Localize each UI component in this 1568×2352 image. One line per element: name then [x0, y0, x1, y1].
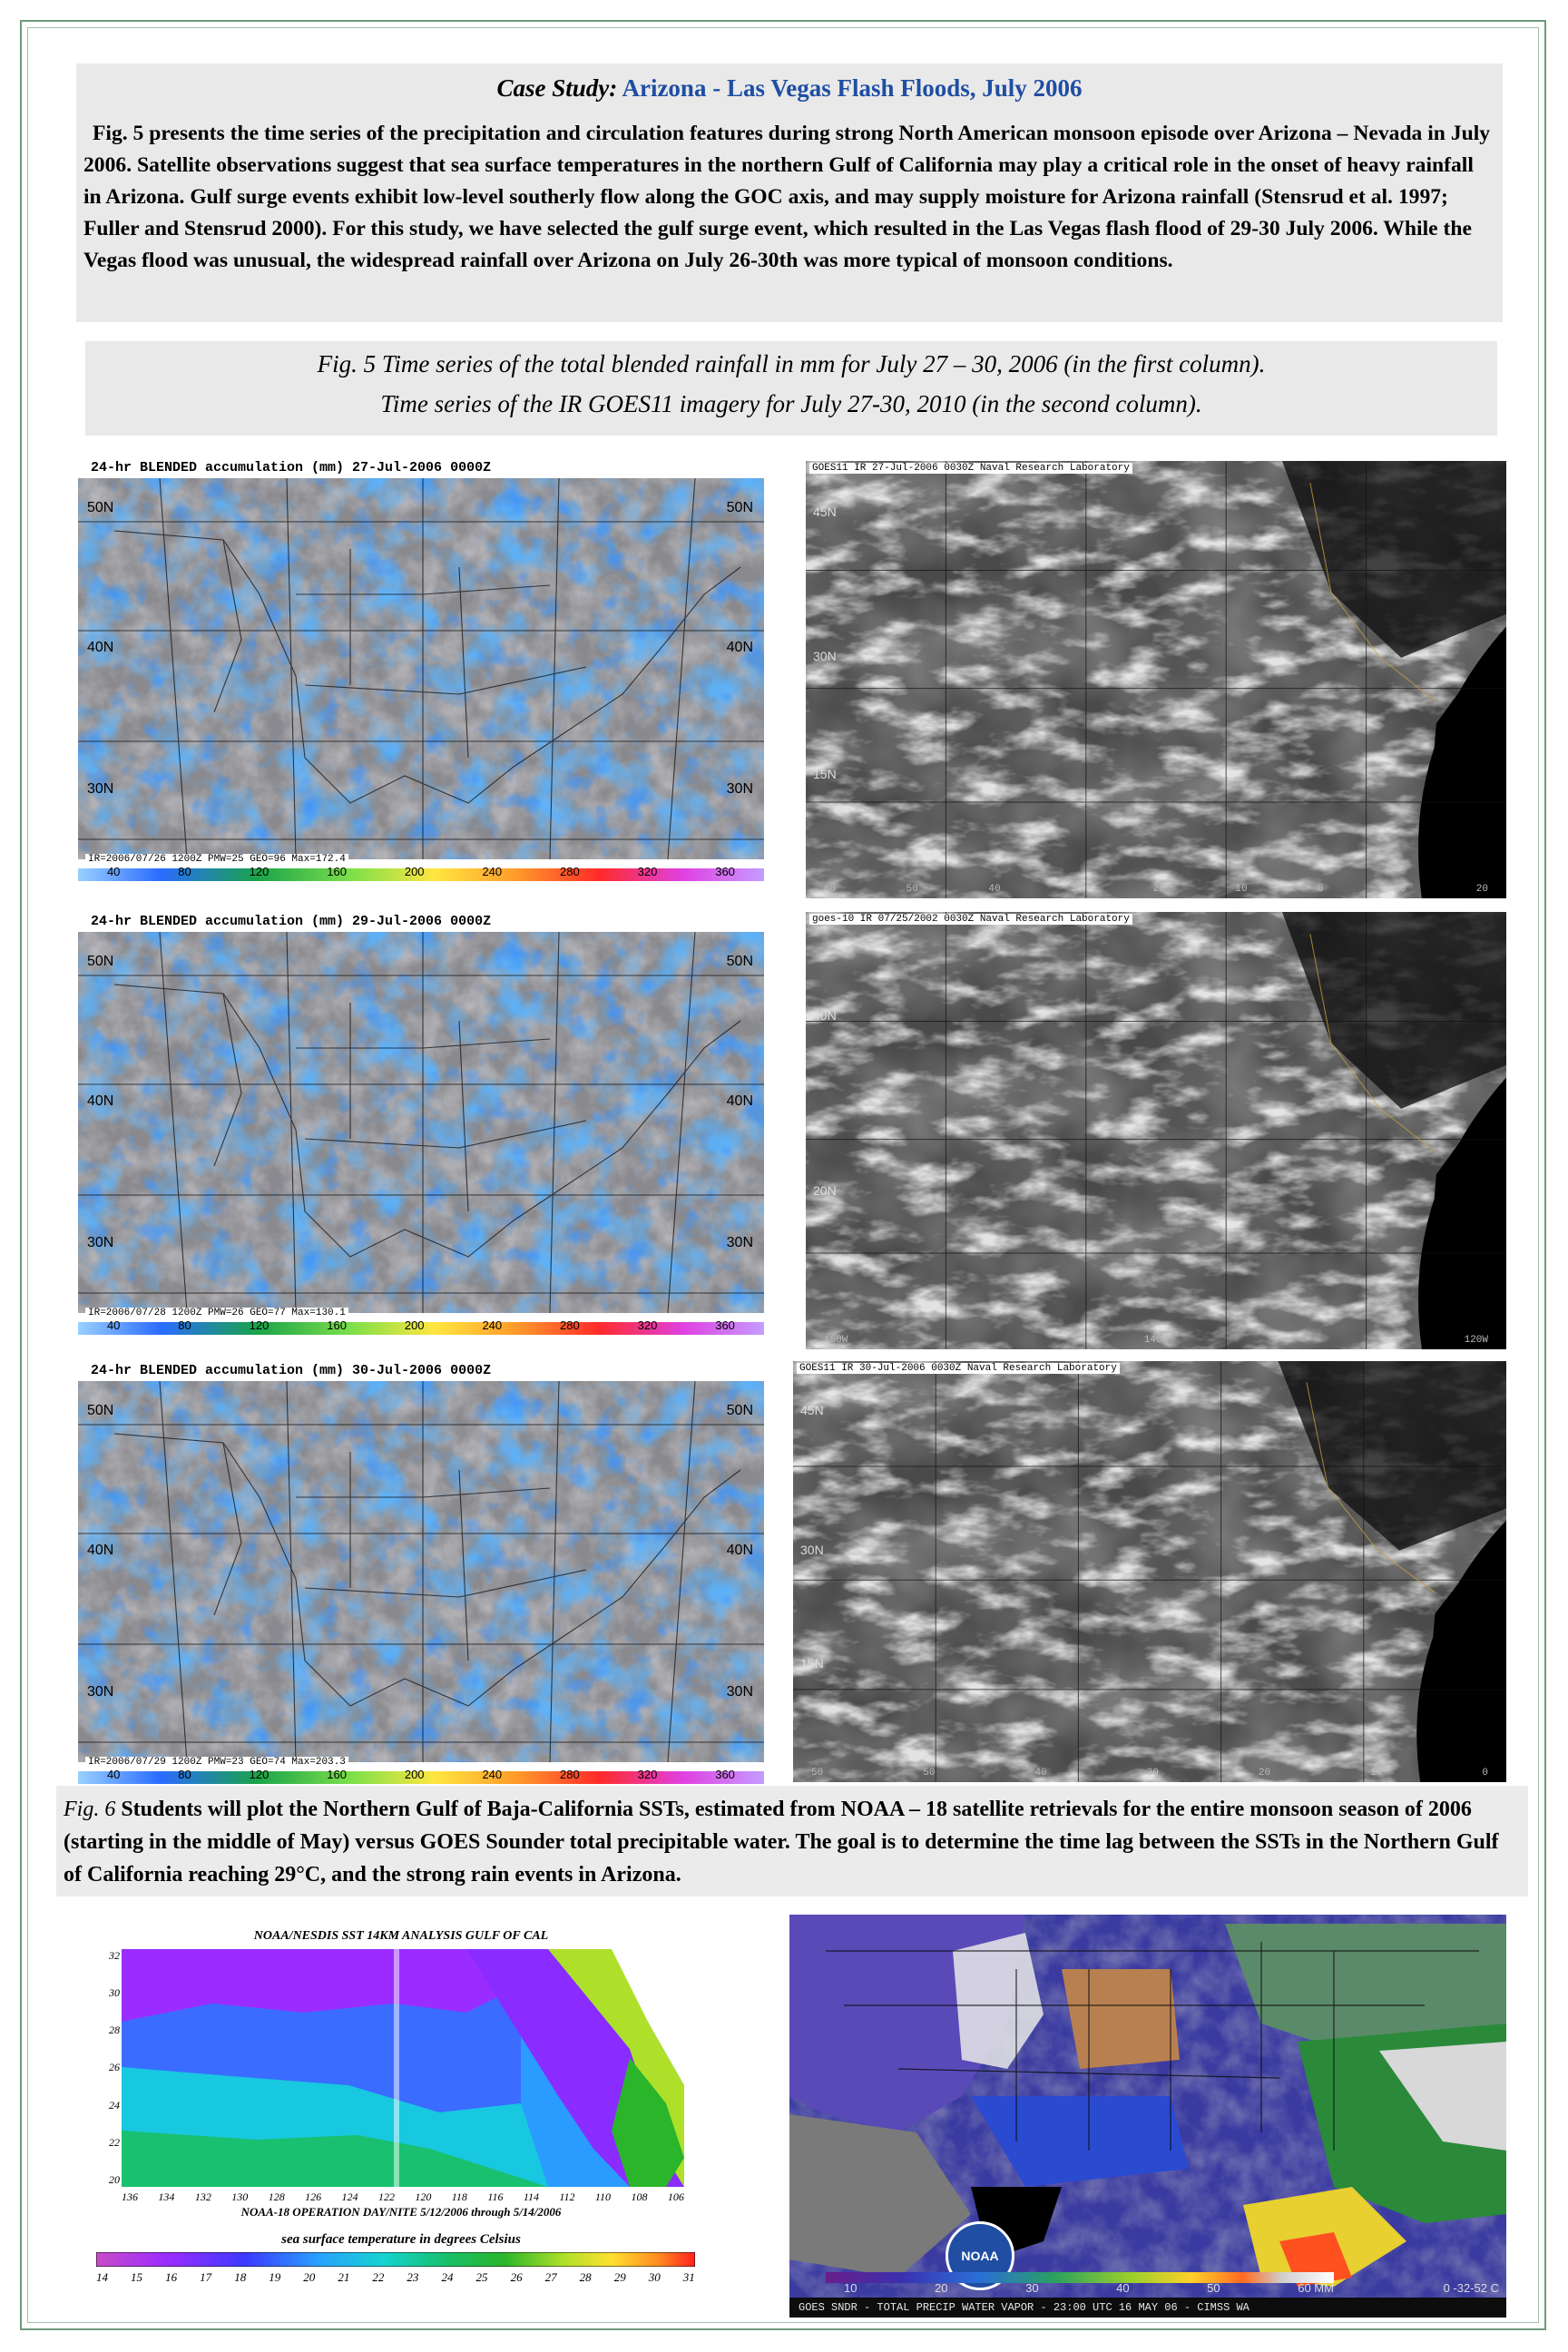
- lat-label: 15N: [813, 767, 837, 781]
- rain-map-stats: IR=2006/07/26 1200Z PMW=25 GEO=96 Max=172.4: [85, 854, 348, 865]
- sst-scale-label: 27: [544, 2270, 557, 2284]
- rain-map-title: 24-hr BLENDED accumulation (mm) 27-Jul-2006 0000Z: [85, 460, 496, 475]
- sst-x-tick: 136: [122, 2190, 138, 2203]
- rain-scale-label: 40: [106, 1768, 121, 1781]
- rain-map-stats: IR=2006/07/28 1200Z PMW=26 GEO=77 Max=130.1: [85, 1308, 348, 1318]
- rain-scale-label: 80: [178, 1768, 191, 1781]
- rain-map-stats: IR=2006/07/29 1200Z PMW=23 GEO=74 Max=203.3: [85, 1757, 348, 1768]
- lat-label: 40N: [726, 1543, 753, 1558]
- rain-scale-label: 240: [482, 1318, 503, 1332]
- sst-x-tick: 128: [268, 2190, 285, 2203]
- lon-tick: 20: [1258, 1768, 1271, 1779]
- sst-x-tick: 112: [559, 2190, 575, 2203]
- ir-satellite-image-1: [806, 461, 1506, 898]
- fig5-caption-box: [85, 341, 1497, 436]
- lon-tick: 50: [923, 1768, 936, 1779]
- case-study-lead: Case Study:: [496, 74, 618, 102]
- rain-scale-label: 120: [249, 865, 270, 878]
- lat-label: 30N: [726, 1684, 753, 1700]
- sst-y-tick: 22: [109, 2135, 120, 2149]
- lon-tick: 20: [1475, 884, 1488, 895]
- lat-label: 40N: [87, 1093, 114, 1109]
- rain-scale-label: 200: [404, 865, 425, 878]
- sst-scale-label: 20: [303, 2270, 316, 2284]
- ir-lon-ticks: [811, 1768, 1488, 1779]
- rain-map-field: [78, 458, 764, 892]
- precip-water-field: [789, 1915, 1506, 2318]
- rain-scale-label: 360: [715, 1768, 735, 1781]
- sst-subtitle: NOAA-18 OPERATION DAY/NITE 5/12/2006 through 5/14/2006: [240, 2205, 562, 2219]
- lat-label: 50N: [87, 1403, 114, 1418]
- precip-water-map: [789, 1915, 1506, 2318]
- sst-scale-label: 16: [165, 2270, 178, 2284]
- case-study-body: Fig. 5 presents the time series of the precipitation and circulation features during strong North American monsoon episode over Arizona – Nevada in July 2006. Satellite observations suggest that sea surface temperatures in the northern Gulf of California may play a critical role in the onset of heavy rainfall in Arizona. Gulf surge events exhibit low-level southerly flow along the GOC axis, and may supply moisture for Arizona rainfall (Stensrud et al. 1997; Fuller and Stensrud 2000). For this study, we have selected the gulf surge event, which resulted in the Las Vegas flash flood of 29-30 July 2006. While the Vegas flood was unusual, the widespread rainfall over Arizona on July 26-30th was more typical of monsoon conditions.: [83, 122, 1491, 272]
- ir-image-title: GOES11 IR 27-Jul-2006 0030Z Naval Research Laboratory: [809, 463, 1132, 474]
- precip-water-footer: GOES SNDR - TOTAL PRECIP WATER VAPOR - 23:00 UTC 16 MAY 06 - CIMSS WA: [789, 2298, 1506, 2318]
- lon-tick: 0: [1318, 884, 1324, 895]
- sst-scale-label: 24: [441, 2270, 454, 2284]
- rain-scale-label: 360: [715, 865, 735, 878]
- rain-scale-labels: [78, 1768, 764, 1781]
- ir-lon-ticks: [824, 884, 1488, 895]
- rain-scale-label: 280: [560, 1318, 580, 1332]
- lat-label: 40N: [87, 1543, 114, 1558]
- sst-scale-label: 14: [96, 2270, 108, 2284]
- lon-tick: 120W: [1464, 1335, 1488, 1346]
- lon-tick: 10: [1235, 884, 1248, 895]
- lat-label: 50N: [87, 954, 114, 969]
- sst-x-tick: 126: [305, 2190, 322, 2203]
- rain-scale-label: 160: [327, 1318, 347, 1332]
- fig6-text: Students will plot the Northern Gulf of Baja-California SSTs, estimated from NOAA – 18 satellite retrievals for the entire monsoon season of 2006 (starting in the middle of May) versus GOES Sounder total precipitable water. The goal is to determine the time lag between the SSTs in the Northern Gulf of California reaching 29°C, and the strong rain events in Arizona.: [64, 1798, 1499, 1886]
- rain-scale-label: 320: [637, 1768, 658, 1781]
- sst-scale-label: 25: [475, 2270, 488, 2284]
- sst-scale-title: sea surface temperature in degrees Celsius: [281, 2232, 521, 2247]
- sst-title: NOAA/NESDIS SST 14KM ANALYSIS GULF OF CAL: [253, 1929, 549, 1943]
- sst-y-tick: 26: [109, 2061, 120, 2074]
- precip-water-scale-label: 10: [844, 2281, 858, 2295]
- rain-scale-label: 240: [482, 865, 503, 878]
- lat-label: 40N: [87, 640, 114, 655]
- lat-label: 50N: [726, 500, 753, 515]
- case-study-box: [76, 64, 1503, 322]
- sst-scale-label: 26: [510, 2270, 523, 2284]
- sst-scale-labels: [96, 2270, 695, 2285]
- lat-label: 30N: [726, 1235, 753, 1250]
- sst-scale-label: 18: [234, 2270, 247, 2284]
- sst-x-tick: 134: [158, 2190, 175, 2203]
- ir-image-field: [793, 1361, 1506, 1782]
- rain-scale-label: 80: [178, 865, 191, 878]
- lon-tick: 0: [1482, 1768, 1488, 1779]
- sst-x-tick: 122: [377, 2190, 395, 2203]
- lat-label: 30N: [87, 1684, 114, 1700]
- precip-water-scale-label: 20: [935, 2281, 948, 2295]
- lat-label: 40N: [726, 1093, 753, 1109]
- fig6-caption: [64, 1793, 1510, 1891]
- rain-scale-label: 360: [715, 1318, 735, 1332]
- rain-scale-label: 280: [560, 1768, 580, 1781]
- fig6-label: Fig. 6: [64, 1798, 116, 1821]
- lon-tick: 60: [824, 884, 837, 895]
- rain-map-2: [78, 912, 764, 1346]
- ir-image-field: [806, 461, 1506, 898]
- sst-x-tick: 114: [523, 2190, 539, 2203]
- lon-tick: 140W: [1143, 1335, 1169, 1346]
- rain-scale-label: 120: [249, 1768, 270, 1781]
- fig5-caption-line1: Fig. 5 Time series of the total blended rainfall in mm for July 27 – 30, 2006 (in the first column).: [317, 350, 1266, 377]
- rain-map-3: [78, 1361, 764, 1795]
- precip-water-scale-label: 40: [1116, 2281, 1130, 2295]
- lat-label: 30N: [800, 1543, 824, 1557]
- rain-scale-labels: [78, 865, 764, 878]
- rain-scale-label: 320: [637, 1318, 658, 1332]
- lat-label: 45N: [813, 505, 837, 519]
- lon-tick: 20: [1152, 884, 1165, 895]
- rain-scale-label: 280: [560, 865, 580, 878]
- lon-tick: 50: [906, 884, 918, 895]
- sst-analysis-chart: [56, 1924, 746, 2305]
- ir-image-title: GOES11 IR 30-Jul-2006 0030Z Naval Research Laboratory: [797, 1363, 1120, 1374]
- lat-label: 50N: [87, 500, 114, 515]
- sst-scale-label: 31: [682, 2270, 695, 2284]
- fig5-caption-line2: Time series of the IR GOES11 imagery for July 27-30, 2010 (in the second column).: [380, 390, 1202, 417]
- rain-scale-label: 160: [327, 1768, 347, 1781]
- rain-map-title: 24-hr BLENDED accumulation (mm) 30-Jul-2006 0000Z: [85, 1363, 496, 1378]
- sst-scale-label: 30: [648, 2270, 661, 2284]
- lon-tick: 30: [1071, 884, 1083, 895]
- ir-lon-ticks: [824, 1335, 1488, 1346]
- rain-scale-label: 160: [327, 865, 347, 878]
- case-study-heading: Arizona - Las Vegas Flash Floods, July 2006: [622, 74, 1083, 102]
- sst-scale-label: 23: [407, 2270, 419, 2284]
- rain-scale-label: 240: [482, 1768, 503, 1781]
- sst-x-axis: [122, 2190, 684, 2204]
- rain-map-field: [78, 912, 764, 1346]
- lat-label: 40N: [813, 1008, 837, 1023]
- sst-y-tick: 24: [109, 2098, 120, 2112]
- sst-scale-label: 17: [200, 2270, 212, 2284]
- lon-tick: 40: [1034, 1768, 1047, 1779]
- noaa-logo-text: NOAA: [961, 2249, 999, 2263]
- precip-water-scale-labels: [844, 2281, 1334, 2295]
- ir-satellite-image-3: [793, 1361, 1506, 1782]
- sst-x-tick: 110: [594, 2190, 612, 2203]
- sst-scale-label: 19: [269, 2270, 281, 2284]
- lat-label: 40N: [726, 640, 753, 655]
- precip-water-scale-label: 50: [1207, 2281, 1220, 2295]
- rain-scale-label: 200: [404, 1318, 425, 1332]
- sst-x-tick: 108: [631, 2190, 648, 2203]
- sst-x-tick: 106: [667, 2190, 684, 2203]
- lon-tick: 160W: [824, 1335, 848, 1346]
- sst-field: [122, 1949, 684, 2187]
- sst-scale-label: 29: [613, 2270, 626, 2284]
- rain-map-1: [78, 458, 764, 892]
- rain-map-field: [78, 1361, 764, 1795]
- sst-x-tick: 130: [231, 2190, 249, 2203]
- ir-satellite-image-2: [806, 912, 1506, 1349]
- rain-scale-label: 40: [106, 1318, 121, 1332]
- sst-y-tick: 20: [109, 2172, 120, 2186]
- rain-scale-label: 40: [106, 865, 121, 878]
- ir-image-field: [806, 912, 1506, 1349]
- lat-label: 20N: [813, 1183, 837, 1198]
- lat-label: 30N: [726, 781, 753, 797]
- lon-tick: 10: [1370, 1768, 1383, 1779]
- sst-x-tick: 124: [341, 2190, 358, 2203]
- precip-water-scale-label: 60 MM: [1298, 2281, 1334, 2295]
- sst-x-tick: 116: [487, 2190, 504, 2203]
- lon-tick: 40: [988, 884, 1001, 895]
- sst-y-tick: 32: [109, 1949, 120, 1962]
- sst-color-scale: [96, 2252, 695, 2267]
- rain-map-title: 24-hr BLENDED accumulation (mm) 29-Jul-2006 0000Z: [85, 914, 496, 929]
- rain-scale-label: 80: [178, 1318, 191, 1332]
- sst-x-tick: 120: [415, 2190, 432, 2203]
- sst-x-tick: 118: [451, 2190, 467, 2203]
- precip-water-scale-label: 30: [1025, 2281, 1039, 2295]
- precip-water-scale-right: 0 -32-52 C: [1443, 2281, 1499, 2295]
- sst-y-axis: [83, 1949, 120, 2187]
- lat-label: 30N: [813, 649, 837, 663]
- sst-x-tick: 132: [194, 2190, 211, 2203]
- rain-scale-label: 200: [404, 1768, 425, 1781]
- case-study-title: [76, 74, 1503, 103]
- sst-scale-label: 28: [579, 2270, 592, 2284]
- rain-scale-label: 320: [637, 865, 658, 878]
- rain-scale-label: 120: [249, 1318, 270, 1332]
- lat-label: 15N: [800, 1656, 824, 1671]
- sst-scale-label: 21: [338, 2270, 350, 2284]
- lon-tick: 30: [1146, 1768, 1159, 1779]
- sst-y-tick: 30: [109, 1986, 120, 2000]
- rain-scale-labels: [78, 1318, 764, 1332]
- lat-label: 50N: [726, 954, 753, 969]
- sst-scale-label: 22: [372, 2270, 385, 2284]
- lat-label: 30N: [87, 1235, 114, 1250]
- lon-tick: 10: [1394, 884, 1406, 895]
- lat-label: 30N: [87, 781, 114, 797]
- lat-label: 45N: [800, 1403, 824, 1417]
- sst-y-tick: 28: [109, 2024, 120, 2037]
- sst-scale-label: 15: [131, 2270, 143, 2284]
- ir-image-title: goes-10 IR 07/25/2002 0030Z Naval Research Laboratory: [809, 914, 1132, 925]
- lon-tick: 50: [811, 1768, 824, 1779]
- fig6-caption-box: [56, 1786, 1528, 1896]
- lat-label: 50N: [726, 1403, 753, 1418]
